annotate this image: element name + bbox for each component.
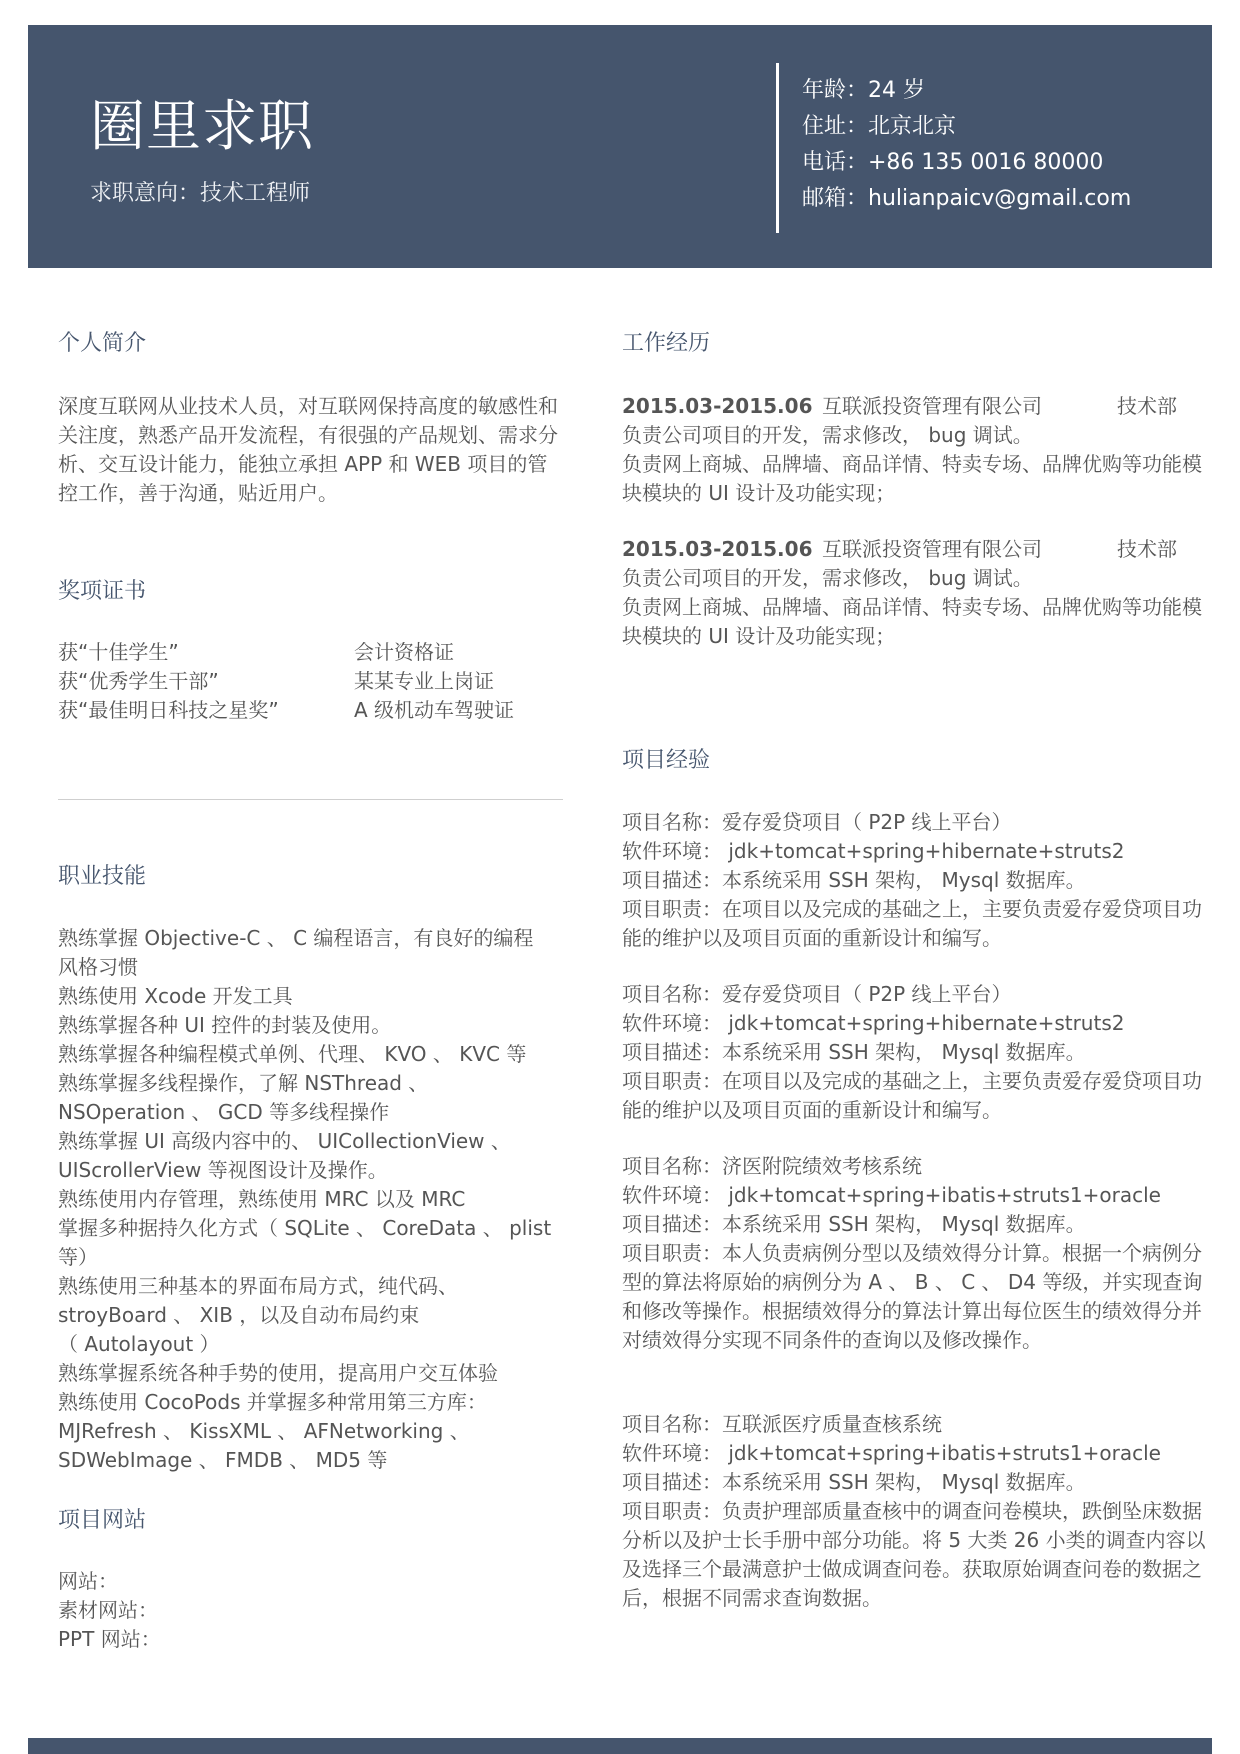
certificate-item: A 级机动车驾驶证	[354, 698, 515, 722]
footer-bar	[28, 1738, 1212, 1754]
job-company: 互联派投资管理有限公司	[822, 394, 1042, 418]
skill-line: SDWebImage 、 FMDB 、 MD5 等	[58, 1448, 388, 1472]
skill-line: 熟练掌握各种 UI 控件的封装及使用。	[58, 1013, 392, 1037]
job-line: 负责公司项目的开发，需求修改， bug 调试。	[622, 566, 1033, 590]
skill-line: 风格习惯	[58, 955, 138, 979]
project-desc: 项目描述：本系统采用 SSH 架构， Mysql 数据库。	[622, 1040, 1086, 1064]
project-name: 项目名称：济医附院绩效考核系统	[622, 1154, 922, 1178]
certificate-item: 会计资格证	[354, 640, 454, 664]
job-line: 负责公司项目的开发，需求修改， bug 调试。	[622, 423, 1033, 447]
profile-title: 个人简介	[58, 331, 147, 356]
skills-title: 职业技能	[58, 864, 147, 889]
certificate-item: 某某专业上岗证	[354, 669, 494, 693]
project-env: 软件环境： jdk+tomcat+spring+hibernate+struts2	[622, 839, 1125, 863]
project-env: 软件环境： jdk+tomcat+spring+ibatis+struts1+oracle	[622, 1183, 1161, 1207]
job-dept: 技术部	[1117, 537, 1177, 561]
skill-line: 熟练掌握 Objective-C 、 C 编程语言，有良好的编程	[58, 926, 534, 950]
job-company: 互联派投资管理有限公司	[822, 537, 1042, 561]
job-dept: 技术部	[1117, 394, 1177, 418]
section-divider	[58, 799, 563, 800]
job-line: 负责网上商城、品牌墙、商品详情、特卖专场、品牌优购等功能模块模块的 UI 设计及功能实现；	[622, 452, 1202, 505]
skill-line: 熟练掌握各种编程模式单例、代理、 KVO 、 KVC 等	[58, 1042, 527, 1066]
website-line: 素材网站：	[58, 1598, 158, 1622]
candidate-name: 圈里求职	[90, 94, 315, 158]
skill-line: 熟练掌握 UI 高级内容中的、 UICollectionView 、	[58, 1129, 511, 1153]
awards-left-list	[58, 638, 298, 725]
project-name: 项目名称：爱存爱贷项目（ P2P 线上平台）	[622, 810, 1012, 834]
job-entry	[622, 535, 1212, 651]
skill-line: NSOperation 、 GCD 等多线程操作	[58, 1100, 390, 1124]
project-env: 软件环境： jdk+tomcat+spring+hibernate+struts2	[622, 1011, 1125, 1035]
skill-line: stroyBoard 、 XIB ，以及自动布局约束	[58, 1303, 420, 1327]
project-desc: 项目描述：本系统采用 SSH 架构， Mysql 数据库。	[622, 868, 1086, 892]
job-intent-value: 技术工程师	[200, 181, 311, 206]
website-line: PPT 网站：	[58, 1627, 161, 1651]
skill-line: 熟练使用 Xcode 开发工具	[58, 984, 293, 1008]
job-intent-label: 求职意向：	[90, 181, 201, 206]
skills-list	[58, 924, 578, 1475]
resume-header	[28, 25, 1212, 268]
job-header	[622, 392, 1212, 421]
job-period: 2015.03-2015.06	[622, 537, 813, 561]
skill-line: 熟练掌握系统各种手势的使用，提高用户交互体验	[58, 1361, 498, 1385]
contact-phone: 电话：+86 135 0016 80000	[802, 150, 1104, 175]
award-item: 获“最佳明日科技之星奖”	[58, 698, 279, 722]
skill-line: （ Autolayout ）	[58, 1332, 220, 1356]
job-intent	[90, 183, 310, 205]
project-name: 项目名称：互联派医疗质量查核系统	[622, 1412, 942, 1436]
project-name: 项目名称：爱存爱贷项目（ P2P 线上平台）	[622, 982, 1012, 1006]
skill-line: 掌握多种据持久化方式（ SQLite 、 CoreData 、 plist	[58, 1216, 552, 1240]
profile-text: 深度互联网从业技术人员，对互联网保持高度的敏感性和关注度，熟悉产品开发流程，有很强的产品规划、需求分析、交互设计能力，能独立承担 APP 和 WEB 项目的管控工作，善于沟通，贴近用户。	[58, 394, 558, 505]
work-title: 工作经历	[622, 331, 711, 356]
contact-email: 邮箱：hulianpaicv@gmail.com	[802, 186, 1132, 211]
project-desc: 项目描述：本系统采用 SSH 架构， Mysql 数据库。	[622, 1470, 1086, 1494]
skill-line: 熟练使用内存管理，熟练使用 MRC 以及 MRC	[58, 1187, 466, 1211]
job-line: 负责网上商城、品牌墙、商品详情、特卖专场、品牌优购等功能模块模块的 UI 设计及功能实现；	[622, 595, 1202, 648]
project-duty: 项目职责：在项目以及完成的基础之上，主要负责爱存爱贷项目功能的维护以及项目页面的重新设计和编写。	[622, 1069, 1202, 1122]
awards-right-list	[354, 638, 564, 725]
job-entry	[622, 392, 1212, 508]
contact-list	[802, 73, 1131, 217]
contact-age: 年龄：24 岁	[802, 78, 925, 103]
website-line: 网站：	[58, 1569, 118, 1593]
award-item: 获“优秀学生干部”	[58, 669, 219, 693]
project-desc: 项目描述：本系统采用 SSH 架构， Mysql 数据库。	[622, 1212, 1086, 1236]
job-header	[622, 535, 1212, 564]
skill-line: 等）	[58, 1245, 98, 1269]
skill-line: 熟练使用 CocoPods 并掌握多种常用第三方库：	[58, 1390, 487, 1414]
project-entry	[622, 980, 1212, 1125]
header-divider	[776, 63, 779, 233]
project-duty: 项目职责：负责护理部质量查核中的调查问卷模块，跌倒坠床数据分析以及护士长手册中部分功能。将 5 大类 26 小类的调查内容以及选择三个最满意护士做成调查问卷。获取原始调查问卷的数据之后，根据不同需求查询数据。	[622, 1499, 1206, 1610]
award-item: 获“十佳学生”	[58, 640, 179, 664]
skill-line: UIScrollerView 等视图设计及操作。	[58, 1158, 388, 1182]
projects-title: 项目经验	[622, 748, 711, 773]
websites-title: 项目网站	[58, 1508, 147, 1533]
skill-line: MJRefresh 、 KissXML 、 AFNetworking 、	[58, 1419, 470, 1443]
skill-line: 熟练使用三种基本的界面布局方式，纯代码、	[58, 1274, 458, 1298]
project-entry	[622, 808, 1212, 953]
project-entry	[622, 1410, 1212, 1613]
project-env: 软件环境： jdk+tomcat+spring+ibatis+struts1+oracle	[622, 1441, 1161, 1465]
project-duty: 项目职责：本人负责病例分型以及绩效得分计算。根据一个病例分型的算法将原始的病例分为 A 、 B 、 C 、 D4 等级，并实现查询和修改等操作。根据绩效得分的算法计算出每位医生的绩效得分并对绩效得分实现不同条件的查询以及修改操作。	[622, 1241, 1203, 1352]
skill-line: 熟练掌握多线程操作，了解 NSThread 、	[58, 1071, 429, 1095]
websites-list	[58, 1567, 358, 1654]
project-duty: 项目职责：在项目以及完成的基础之上，主要负责爱存爱贷项目功能的维护以及项目页面的重新设计和编写。	[622, 897, 1202, 950]
contact-address: 住址：北京北京	[802, 114, 957, 139]
job-period: 2015.03-2015.06	[622, 394, 813, 418]
awards-title: 奖项证书	[58, 579, 147, 604]
project-entry	[622, 1152, 1212, 1355]
